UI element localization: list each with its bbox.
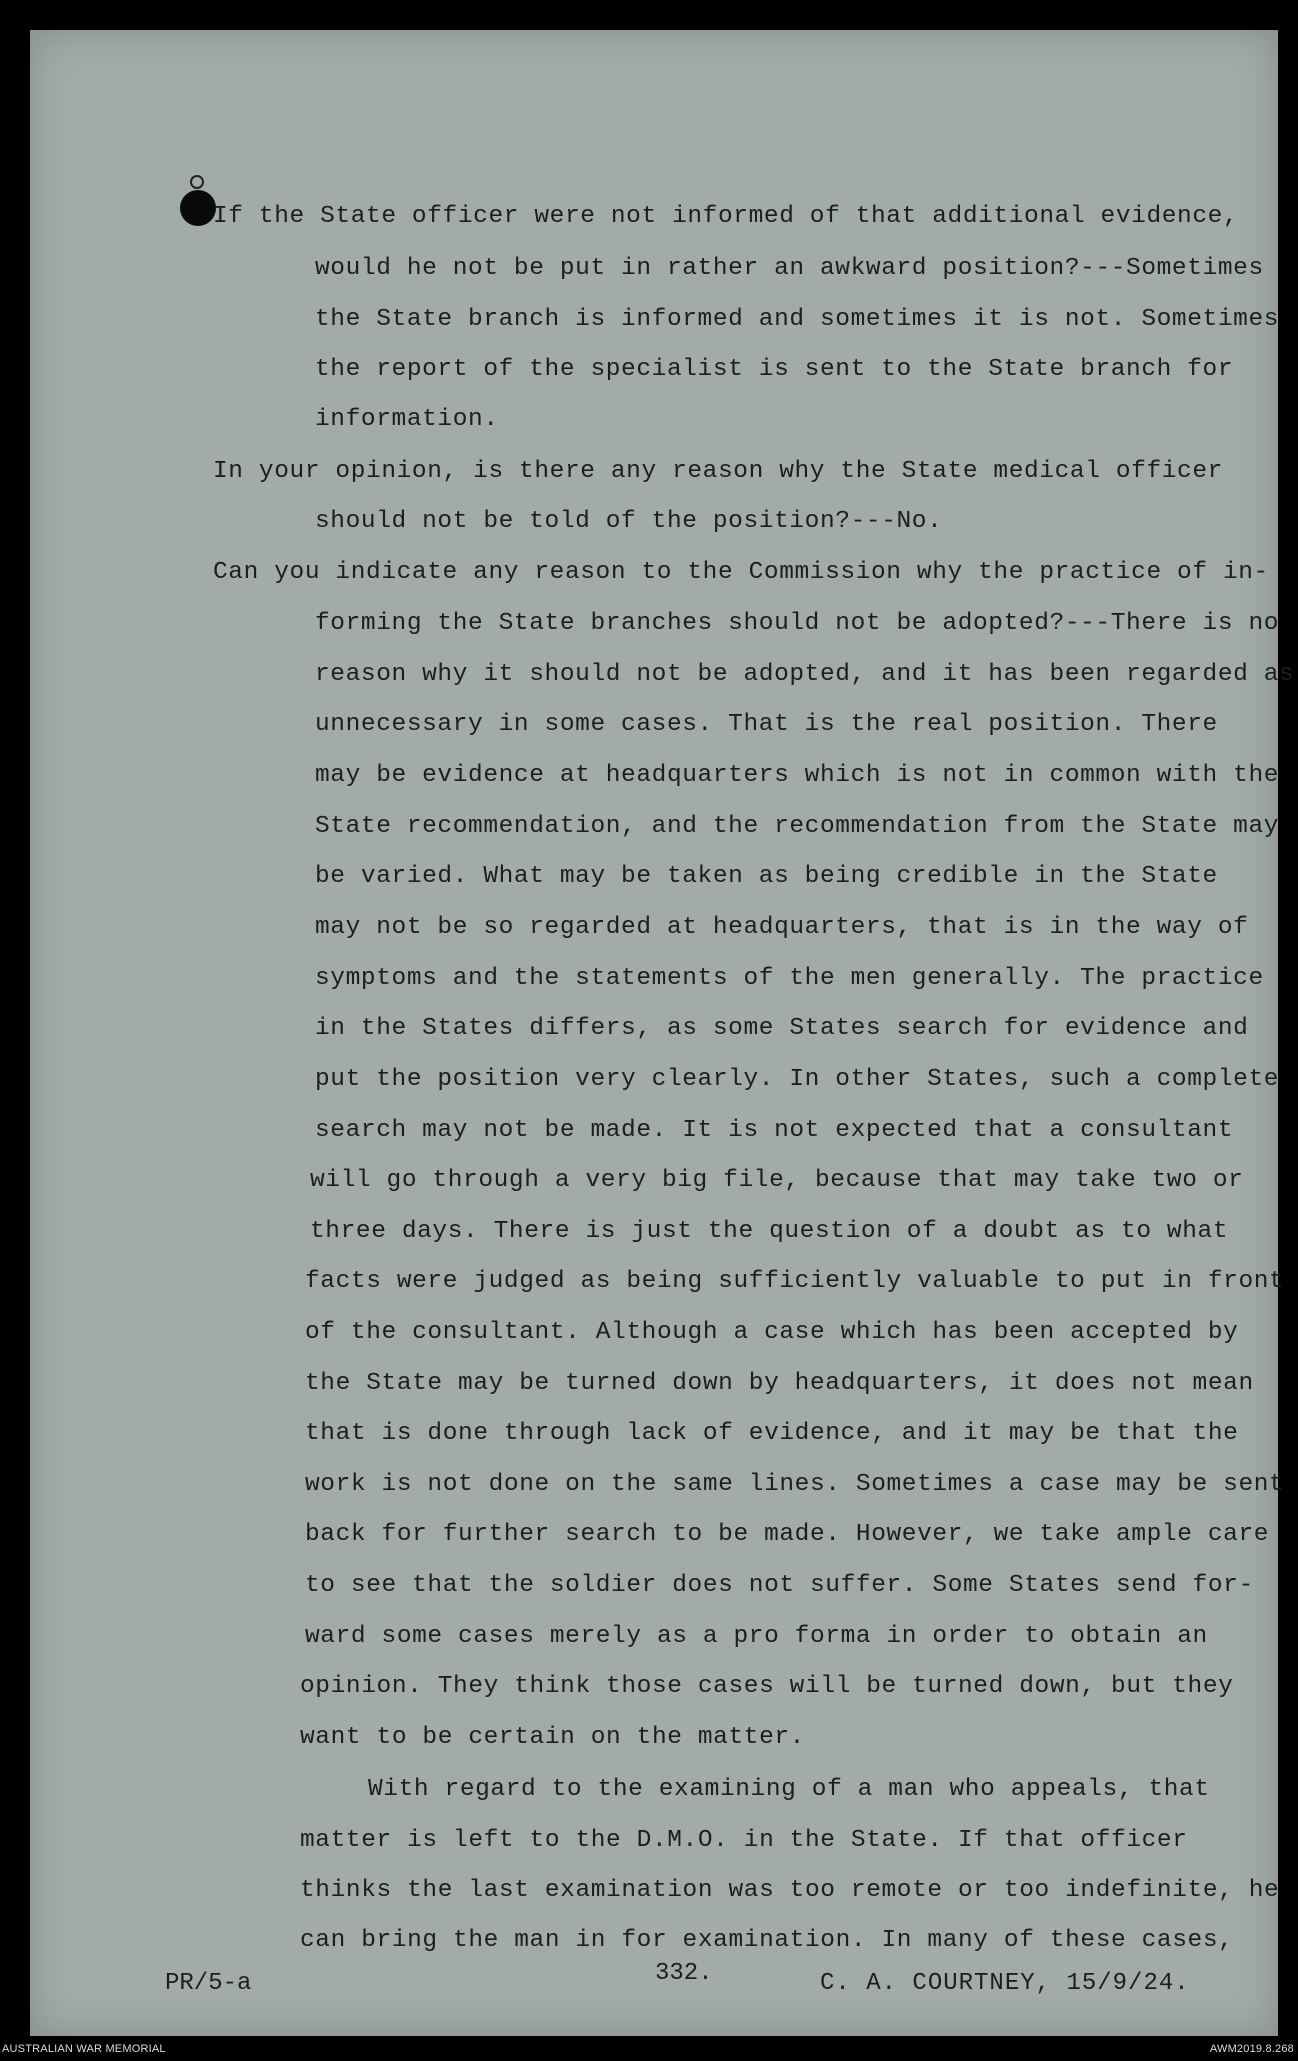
text-line: be varied. What may be taken as being credible in the State	[315, 863, 1218, 890]
text-line: reason why it should not be adopted, and it has been regarded as	[315, 661, 1295, 688]
text-line: in the States differs, as some States search for evidence and	[315, 1015, 1249, 1042]
text-line: will go through a very big file, because that may take two or	[310, 1167, 1244, 1194]
text-line: can bring the man in for examination. In many of these cases,	[300, 1927, 1234, 1954]
archive-caption: AUSTRALIAN WAR MEMORIAL	[2, 2043, 166, 2055]
document-page	[30, 30, 1295, 2036]
text-line: matter is left to the D.M.O. in the State. If that officer	[300, 1827, 1188, 1854]
text-line: facts were judged as being sufficiently valuable to put in front	[305, 1268, 1285, 1295]
document-reference: PR/5-a	[165, 1970, 252, 1997]
text-line: thinks the last examination was too remote or too indefinite, he	[300, 1877, 1280, 1904]
text-line: to see that the soldier does not suffer. Some States send for-	[305, 1572, 1254, 1599]
text-line: the State branch is informed and sometimes it is not. Sometimes	[315, 306, 1280, 333]
text-line: would he not be put in rather an awkward position?---Sometimes	[315, 255, 1264, 282]
text-line: information.	[315, 406, 499, 433]
text-line: symptoms and the statements of the men generally. The practice	[315, 965, 1264, 992]
text-line: opinion. They think those cases will be turned down, but they	[300, 1673, 1234, 1700]
page-number: 332.	[655, 1960, 713, 1987]
text-line: ward some cases merely as a pro forma in order to obtain an	[305, 1623, 1208, 1650]
text-line: work is not done on the same lines. Sometimes a case may be sent	[305, 1471, 1285, 1498]
text-line: In your opinion, is there any reason why the State medical officer	[213, 458, 1223, 485]
text-line: put the position very clearly. In other States, such a complete	[315, 1066, 1280, 1093]
text-line: If the State officer were not informed of that additional evidence,	[213, 203, 1239, 230]
text-line: the State may be turned down by headquarters, it does not mean	[305, 1370, 1254, 1397]
text-line: With regard to the examining of a man who appeals, that	[368, 1776, 1210, 1803]
text-line: unnecessary in some cases. That is the real position. There	[315, 711, 1218, 738]
text-line: of the consultant. Although a case which has been accepted by	[305, 1319, 1239, 1346]
punch-hole-tear	[190, 175, 204, 189]
text-line: may be evidence at headquarters which is not in common with the	[315, 762, 1280, 789]
text-line: Can you indicate any reason to the Commission why the practice of in-	[213, 559, 1269, 586]
text-line: may not be so regarded at headquarters, that is in the way of	[315, 914, 1249, 941]
witness-signature-line: C. A. COURTNEY, 15/9/24.	[820, 1970, 1190, 1997]
text-line: three days. There is just the question of a doubt as to what	[310, 1218, 1229, 1245]
archive-id: AWM2019.8.268	[1209, 2043, 1294, 2055]
text-line: that is done through lack of evidence, and it may be that the	[305, 1420, 1239, 1447]
text-line: the report of the specialist is sent to the State branch for	[315, 356, 1234, 383]
text-line: State recommendation, and the recommendation from the State may	[315, 813, 1280, 840]
text-line: back for further search to be made. However, we take ample care	[305, 1521, 1270, 1548]
text-line: search may not be made. It is not expected that a consultant	[315, 1117, 1234, 1144]
text-line: forming the State branches should not be adopted?---There is no	[315, 610, 1280, 637]
text-line: want to be certain on the matter.	[300, 1724, 805, 1751]
text-line: should not be told of the position?---No.	[315, 508, 943, 535]
punch-hole	[180, 190, 216, 226]
